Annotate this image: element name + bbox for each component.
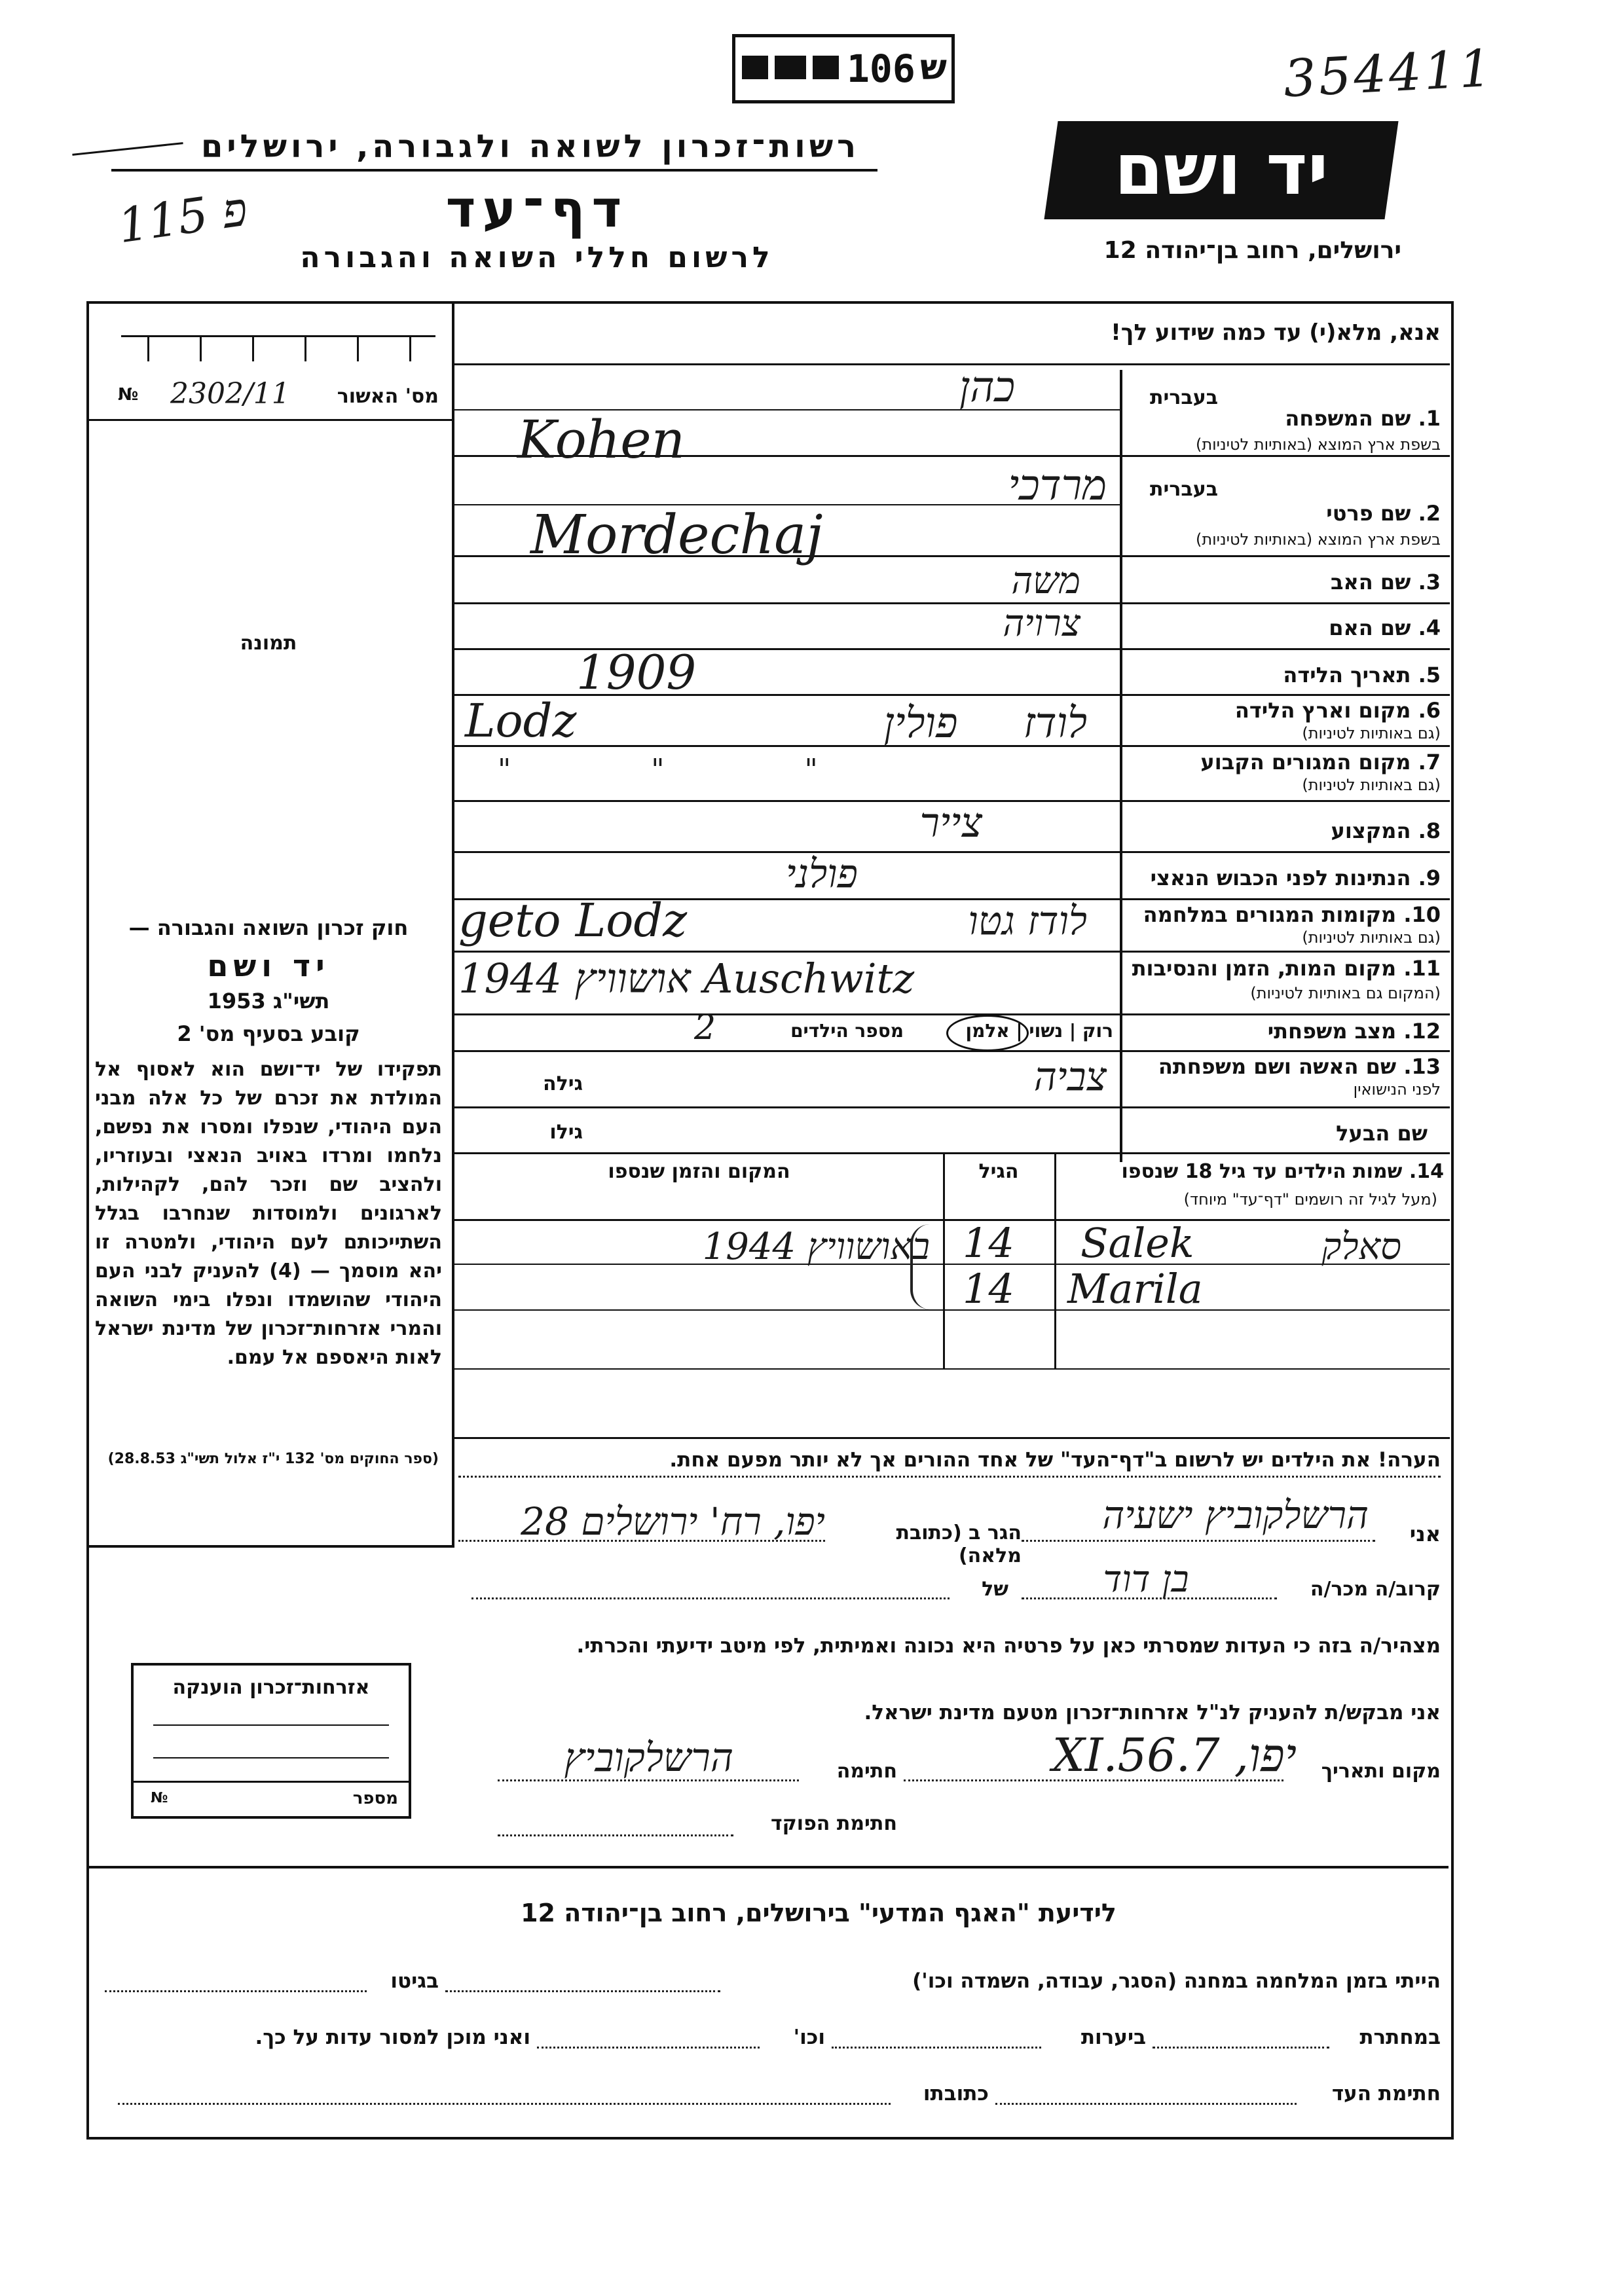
children-brace xyxy=(910,1224,932,1309)
field-13-label xyxy=(1126,1054,1441,1079)
children-header xyxy=(1058,1160,1444,1183)
law-year xyxy=(92,989,445,1013)
field-5-label xyxy=(1126,663,1441,687)
field-1-label xyxy=(1126,406,1441,431)
field-10-num: 10. xyxy=(1403,902,1441,927)
field-4-title: שם האם xyxy=(1329,615,1411,640)
husband-label: שם הבעל xyxy=(1336,1121,1428,1146)
field-11-title: מקום המות, הזמן והנסיבות xyxy=(1132,956,1397,981)
field-8-label xyxy=(1126,818,1441,843)
field-2-num: 2. xyxy=(1418,501,1441,526)
place-date-value: יפו, 7.XI.56 xyxy=(1052,1728,1297,1782)
field-6-title: מקום וארץ הלידה xyxy=(1234,698,1411,723)
field-7-label xyxy=(1126,750,1441,774)
field-6-num: 6. xyxy=(1418,698,1441,723)
page-title: דף־עד xyxy=(445,180,629,239)
authority-line: רשות־זכרון לשואה ולגבורה, ירושלים xyxy=(200,128,860,165)
mother-name: צרויה xyxy=(1003,602,1080,645)
intro-text: אנא, מלא(י) עד כמה שידוע לך! xyxy=(1111,319,1441,346)
bottom-line2-end: ואני מוכן למסור עדות על כך. xyxy=(255,2026,530,2049)
child-2-name-latin: Marila xyxy=(1067,1265,1203,1313)
child-1-place: באושוויץ 1944 xyxy=(702,1226,930,1268)
bottom-line3-a: חתימת העד xyxy=(1331,2082,1441,2105)
margin-note: פ 115 xyxy=(115,181,251,254)
relation-value: בן דוד xyxy=(1103,1558,1189,1601)
child-1-name-latin: Salek xyxy=(1080,1219,1194,1267)
field-10-label xyxy=(1126,902,1441,927)
children-header-sub: (מעל לגיל זה רושמים "דף־עד" מיוחד) xyxy=(1183,1190,1437,1209)
field-1-num: 1. xyxy=(1418,406,1441,431)
children-header-age: הגיל xyxy=(978,1160,1019,1183)
certificate-field xyxy=(105,377,445,412)
certificate-prefix: № xyxy=(118,385,139,405)
field-8-num: 8. xyxy=(1418,818,1441,843)
child-1-name-hebrew: סאלק xyxy=(1321,1226,1401,1268)
field-5-title: תאריך הלידה xyxy=(1283,663,1411,687)
law-year-number: 1953 xyxy=(207,989,266,1013)
field-1-title: שם המשפחה xyxy=(1285,406,1411,431)
wartime-residence-hebrew: לודז גטו xyxy=(968,898,1087,944)
nationality-value: פולני xyxy=(785,851,858,897)
law-text: תפקידו של יד־ושם הוא לאסוף אל המולדת את זכרם של כל אלה מבני העם היהודי, שנפלו ומסרו את נפשם, נלחמו ומרדו באויב הנאצי ובעוזריו, ולהציב שם וזכר להם, לקהילות, לארגונים ולמוסדות שנחרבו בגלל השתייכותם לעם היהודי, ולמטרה זו יהא מוסמך — (4) להעניק לבני העם היהודי שהושמדו ונפלו בימי השואה והמרי אזרחות־זכרון של מדינת ישראל לאות היאספם אל עמם. xyxy=(95,1058,443,1369)
citizenship-prefix: № xyxy=(151,1790,168,1806)
surname-hebrew: כהן xyxy=(959,363,1015,412)
field-2-sub: בשפת ארץ המוצא (באותיות לטיניות) xyxy=(1196,530,1441,549)
children-header-name: שמות הילדים עד גיל 18 שנספו xyxy=(1121,1160,1403,1183)
bottom-line1-end: בגיטו xyxy=(390,1969,439,1993)
logo-text: יד ושם xyxy=(1114,129,1329,211)
field-3-title: שם האב xyxy=(1330,570,1411,594)
profession-value: צייר xyxy=(919,799,982,847)
married-circle xyxy=(946,1015,1029,1051)
law-name: יד ושם xyxy=(207,948,330,983)
citizenship-box xyxy=(131,1663,411,1819)
relative-label: קרוב/ה מכר/ה xyxy=(1310,1578,1441,1601)
field-6-sub: (גם באותיות לטיניות) xyxy=(1302,724,1441,742)
citizenship-number-label: מספר xyxy=(352,1789,398,1808)
father-name: משה xyxy=(1011,560,1080,602)
certificate-value: 2302/11 xyxy=(170,377,290,410)
law-title: חוק זכרון השואה והגבורה — xyxy=(128,915,409,940)
field-3-label xyxy=(1126,570,1441,594)
field-12-title: מצב משפחתי xyxy=(1267,1019,1397,1044)
field-13-title: שם האשה ושם משפחתה xyxy=(1158,1054,1397,1079)
bottom-title: לידיעת "האגף המדעי" בירושלים, רחוב בן־יהודה 12 xyxy=(521,1899,1116,1927)
declarant-address: יפו, רח' ירושלים 28 xyxy=(521,1499,825,1544)
bottom-line2-b: ביערות xyxy=(1080,2026,1146,2049)
birthplace-latin: Lodz xyxy=(465,694,577,748)
husband-age-label: גילו xyxy=(549,1121,583,1144)
child-1-age: 14 xyxy=(963,1219,1014,1267)
registration-stamp xyxy=(732,34,955,103)
field-4-num: 4. xyxy=(1418,615,1441,640)
children-num: 14. xyxy=(1409,1160,1444,1183)
marital-status-options: רוק | נשוי | אלמן xyxy=(965,1020,1113,1042)
children-count-label: מספר הילדים xyxy=(790,1020,904,1042)
stamp-prefix: ש xyxy=(920,46,947,88)
certificate-label: מס' האשור xyxy=(337,385,439,408)
bottom-line1-start: הייתי בזמן המלחמה במחנה (הסגר, עבודה, השמדה וכו') xyxy=(912,1969,1441,1993)
bottom-line2-a: במחתרת xyxy=(1359,2026,1441,2049)
photo-label: תמונה xyxy=(240,632,297,655)
firstname-latin: Mordechaj xyxy=(530,504,823,566)
field-12-num: 12. xyxy=(1403,1019,1441,1044)
firstname-hebrew: מרדכי xyxy=(1008,462,1107,510)
bottom-line3-b: כתובתו xyxy=(923,2082,989,2105)
field-2-hebrew-tag: בעברית xyxy=(1150,478,1218,501)
stamp-number: 106 xyxy=(847,46,915,91)
field-1-sub: בשפת ארץ המוצא (באותיות לטיניות) xyxy=(1196,435,1441,454)
field-4-label xyxy=(1126,615,1441,640)
signature-value: הרשלקוביץ xyxy=(564,1735,733,1781)
wife-age-label: גילה xyxy=(543,1072,583,1095)
field-7-num: 7. xyxy=(1418,750,1441,774)
field-2-title: שם פרטי xyxy=(1326,501,1411,526)
declarant-residing-label: הגר ב (כתובת מלאה) xyxy=(896,1522,1022,1567)
of-label: של xyxy=(982,1578,1008,1601)
birth-date: 1909 xyxy=(576,645,697,700)
subtitle: לרשום חללי השואה והגבורה xyxy=(300,241,774,274)
request-text: אני מבקש/ת להעניק לנ"ל אזרחות־זכרון מטעם מדינת ישראל. xyxy=(864,1701,1441,1724)
citizenship-title: אזרחות־זכרון הוענקה xyxy=(172,1676,370,1699)
children-header-place: המקום והזמן שנספו xyxy=(608,1160,790,1183)
official-signature-label: חתימת הפוקד xyxy=(771,1812,897,1835)
field-12-label xyxy=(1126,1019,1441,1044)
field-9-label xyxy=(1126,866,1441,890)
wife-name: צביה xyxy=(1033,1054,1107,1100)
archive-number: 354411 xyxy=(1282,39,1496,109)
death-value: 1944 אושוויץ Auschwitz xyxy=(458,955,915,1002)
declaration-text: מצהיר/ה בזה כי העדות שמסרתי כאן על פרטיה היא נכונה ואמיתית, לפי מיטב ידיעתי והכרתי. xyxy=(576,1634,1441,1658)
law-clause: קובע בסעיף מס' 2 xyxy=(177,1021,360,1046)
field-6-label xyxy=(1126,698,1441,723)
field-9-num: 9. xyxy=(1418,866,1441,890)
field-13-num: 13. xyxy=(1403,1054,1441,1079)
field-5-num: 5. xyxy=(1418,663,1441,687)
declarant-ani-label: אני xyxy=(1409,1522,1441,1546)
yad-vashem-logo xyxy=(1044,121,1398,219)
residence-value: " " " xyxy=(498,753,818,786)
address: ירושלים, רחוב בן־יהודה 12 xyxy=(1103,237,1401,264)
field-11-label xyxy=(1126,956,1441,981)
field-1-hebrew-tag: בעברית xyxy=(1150,386,1218,409)
field-11-sub: (המקום גם באותיות לטיניות) xyxy=(1250,984,1441,1002)
wartime-residence-latin: geto Lodz xyxy=(458,894,688,947)
field-13-sub: לפני הנישואין xyxy=(1353,1080,1441,1099)
bottom-line2-c: וכו' xyxy=(793,2026,825,2049)
field-7-title: מקום המגורים הקבוע xyxy=(1200,750,1411,774)
field-11-num: 11. xyxy=(1403,956,1441,981)
field-7-sub: (גם באותיות לטיניות) xyxy=(1302,776,1441,794)
birthplace-hebrew: לודז פולין xyxy=(883,699,1087,748)
field-9-title: הנתינות לפני הכבוש הנאצי xyxy=(1150,866,1411,890)
child-2-age: 14 xyxy=(963,1265,1014,1313)
field-8-title: המקצוע xyxy=(1331,818,1411,843)
field-2-label xyxy=(1126,501,1441,526)
children-note: הערה! את הילדים יש לרשום ב"דף־העד" של אחד ההורים אך לא יותר מפעם אחת. xyxy=(669,1448,1441,1472)
field-3-num: 3. xyxy=(1418,570,1441,594)
children-count-value: 2 xyxy=(694,1008,716,1048)
field-10-title: מקומות המגורים במלחמה xyxy=(1143,902,1397,927)
law-source: (ספר החוקים מס' 132 י"ז אלול תשי"ג 28.8.53) xyxy=(107,1451,439,1467)
place-date-label: מקום ותאריך xyxy=(1321,1760,1441,1783)
field-10-sub: (גם באותיות לטיניות) xyxy=(1302,928,1441,947)
signature-label: חתימה xyxy=(836,1760,897,1783)
law-year-heb: תשי"ג xyxy=(272,989,330,1013)
declarant-name: הרשלקוביץ ישעיה xyxy=(1102,1493,1369,1537)
surname-latin: Kohen xyxy=(517,409,686,470)
